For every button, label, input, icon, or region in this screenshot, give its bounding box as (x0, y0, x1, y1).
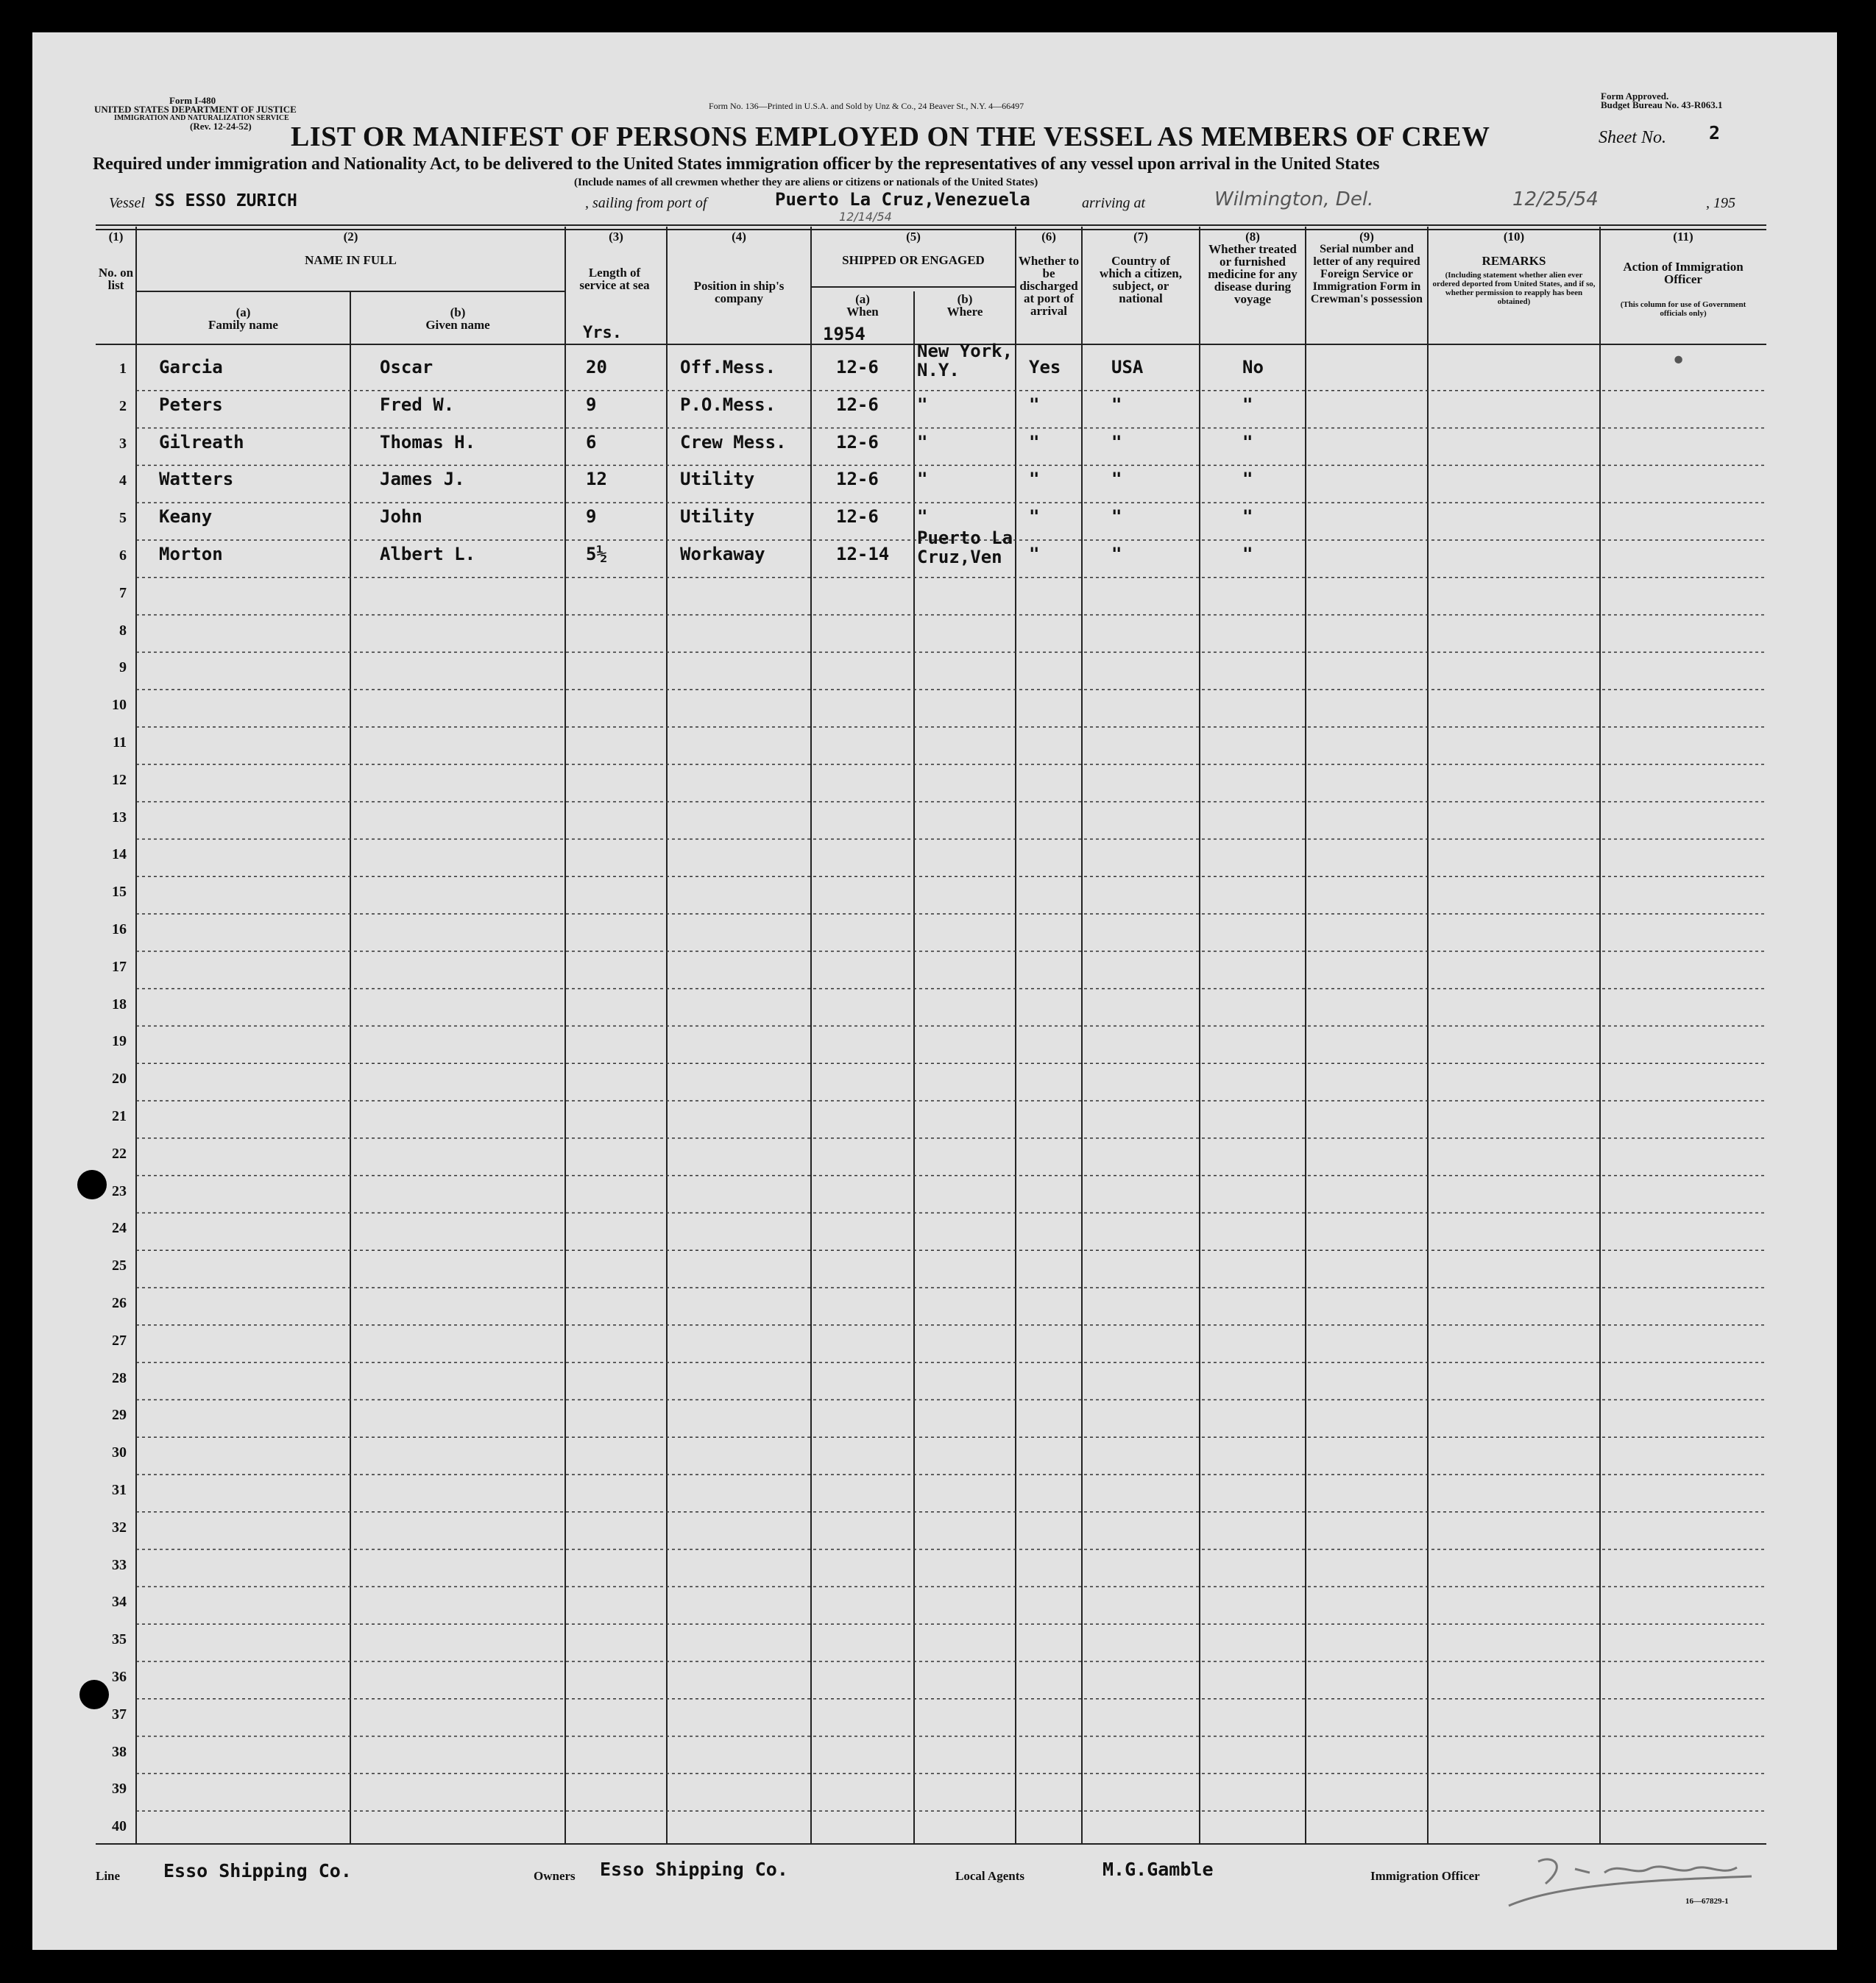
cell-family-name: Keany (159, 506, 213, 528)
cell-discharge: " (1029, 469, 1040, 490)
cell-given-name: Thomas H. (380, 431, 476, 453)
cell-medicine: " (1242, 469, 1253, 490)
port-of-departure: Puerto La Cruz,Venezuela (775, 189, 1030, 210)
cell-medicine: " (1242, 506, 1253, 528)
row-number: 37 (112, 1706, 127, 1723)
line-value: Esso Shipping Co. (163, 1860, 352, 1881)
cell-shipped-where: " (917, 506, 928, 528)
cell-years-at-sea: 9 (586, 506, 597, 528)
row-number: 36 (112, 1669, 127, 1685)
col5-year: 1954 (823, 324, 866, 344)
cell-shipped-when: 12-6 (836, 394, 879, 415)
cell-position: P.O.Mess. (680, 394, 776, 415)
arriving-date: 12/25/54 (1512, 188, 1599, 210)
cell-discharge: " (1029, 431, 1040, 453)
row-number: 21 (112, 1108, 127, 1124)
row-number: 40 (112, 1818, 127, 1835)
cell-family-name: Peters (159, 394, 223, 415)
cell-family-name: Garcia (159, 357, 223, 377)
col2b-label: (b) Given name (425, 305, 490, 332)
row-number: 23 (112, 1182, 127, 1199)
row-number: 11 (113, 734, 127, 751)
cell-shipped-when: 12-14 (836, 544, 890, 564)
vessel-name: SS ESSO ZURICH (155, 191, 297, 210)
row-number: 5 (119, 510, 127, 527)
cell-shipped-when: 12-6 (836, 431, 879, 453)
row-number: 12 (112, 771, 127, 788)
cell-shipped-where: New York, N.Y. (917, 341, 1013, 380)
row-number: 27 (112, 1332, 127, 1349)
cell-given-name: Fred W. (380, 394, 455, 415)
row-number: 33 (112, 1556, 127, 1573)
col10-label: REMARKS (1482, 254, 1546, 268)
vessel-label: Vessel (109, 195, 145, 211)
printer-line: Form No. 136—Printed in U.S.A. and Sold by Unz & Co., 24 Beaver St., N.Y. 4—66497 (709, 101, 1024, 111)
officer-label: Immigration Officer (1370, 1869, 1480, 1883)
row-number: 32 (112, 1519, 127, 1536)
col5-label: SHIPPED OR ENGAGED (842, 253, 985, 267)
col1-num: (1) (108, 230, 124, 244)
col5-num: (5) (906, 230, 921, 244)
cell-years-at-sea: 6 (586, 431, 597, 453)
row-number: 39 (112, 1781, 127, 1798)
cell-shipped-where: " (917, 394, 928, 415)
page-title: LIST OR MANIFEST OF PERSONS EMPLOYED ON THE VESSEL AS MEMBERS OF CREW (291, 121, 1490, 152)
crew-note: (Include names of all crewmen whether they are aliens or citizens or nationals of the United States) (574, 177, 1038, 188)
cell-medicine: " (1242, 544, 1253, 564)
cell-medicine: No (1242, 357, 1264, 377)
cell-years-at-sea: 12 (586, 469, 607, 490)
cell-country: " (1111, 394, 1122, 415)
row-number: 28 (112, 1369, 127, 1386)
row-number: 31 (112, 1482, 127, 1498)
col6-num: (6) (1041, 230, 1056, 244)
line-label: Line (96, 1869, 121, 1883)
row-number: 30 (112, 1444, 127, 1461)
row-number: 14 (112, 846, 127, 863)
row-number: 2 (119, 397, 127, 414)
cell-discharge: Yes (1029, 357, 1061, 377)
row-number: 4 (119, 472, 127, 489)
form-number: Form I-480 (169, 95, 216, 106)
col4-num: (4) (732, 230, 746, 244)
cell-country: USA (1111, 357, 1144, 377)
col1-label: No. on list (98, 266, 134, 292)
owners-label: Owners (534, 1869, 576, 1883)
col8-num: (8) (1245, 230, 1260, 244)
col10-sub: (Including statement whether alien ever ordered deported from United States, and if so, whether permission to reapply has been obtained) (1432, 271, 1596, 306)
cell-given-name: John (380, 506, 422, 528)
cell-discharge: " (1029, 394, 1040, 415)
cell-shipped-when: 12-6 (836, 469, 879, 490)
row-number: 6 (119, 547, 127, 564)
row-number: 26 (112, 1295, 127, 1311)
cell-medicine: " (1242, 431, 1253, 453)
year-label: , 195 (1706, 195, 1735, 211)
sailing-label: , sailing from port of (585, 195, 707, 211)
footer-code: 16—67829-1 (1685, 1897, 1729, 1906)
row-number: 15 (112, 884, 127, 901)
col2-label: NAME IN FULL (305, 253, 397, 267)
col9-num: (9) (1359, 230, 1374, 244)
agents-value: M.G.Gamble (1102, 1859, 1214, 1880)
cell-position: Workaway (680, 544, 765, 564)
row-number: 17 (112, 958, 127, 975)
cell-shipped-where: Puerto La Cruz,Ven (917, 528, 1013, 567)
row-number: 1 (119, 361, 127, 377)
cell-shipped-where: " (917, 431, 928, 453)
cell-country: " (1111, 469, 1122, 490)
cell-country: " (1111, 544, 1122, 564)
agents-label: Local Agents (955, 1869, 1024, 1883)
col6-label: Whether to be discharged at port of arrival (1018, 254, 1080, 318)
arriving-port: Wilmington, Del. (1214, 188, 1374, 210)
cell-family-name: Gilreath (159, 431, 244, 453)
col7-num: (7) (1133, 230, 1148, 244)
cell-years-at-sea: 5½ (586, 544, 607, 564)
row-number: 8 (119, 622, 127, 639)
cell-given-name: Albert L. (380, 544, 476, 564)
department: UNITED STATES DEPARTMENT OF JUSTICE (94, 104, 297, 115)
cell-position: Utility (680, 506, 755, 528)
arriving-label: arriving at (1082, 195, 1146, 211)
cell-years-at-sea: 20 (586, 357, 607, 377)
row-number: 16 (112, 921, 127, 937)
col3-num: (3) (609, 230, 623, 244)
col9-label: Serial number and letter of any required Foreign Service or Immigration Form in Crewman's possession (1310, 243, 1423, 305)
cell-country: " (1111, 431, 1122, 453)
sheet-number: 2 (1709, 122, 1721, 143)
subtitle: Required under immigration and Nationality Act, to be delivered to the United States immigration officer by the representatives of any vessel upon arrival in the United States (93, 155, 1380, 174)
sheet-label: Sheet No. (1599, 128, 1666, 147)
col3-label: Length of service at sea (579, 266, 650, 292)
row-number: 10 (112, 697, 127, 714)
cell-discharge: " (1029, 506, 1040, 528)
row-number: 18 (112, 996, 127, 1012)
row-number: 19 (112, 1033, 127, 1050)
row-number: 34 (112, 1594, 127, 1611)
col10-num: (10) (1503, 230, 1525, 244)
row-number: 22 (112, 1145, 127, 1162)
cell-country: " (1111, 506, 1122, 528)
revision: (Rev. 12-24-52) (190, 121, 252, 132)
cell-family-name: Watters (159, 469, 234, 490)
cell-medicine: " (1242, 394, 1253, 415)
row-number: 9 (119, 659, 127, 676)
col11-label: Action of Immigration Officer (1623, 260, 1744, 286)
cell-years-at-sea: 9 (586, 394, 597, 415)
row-number: 25 (112, 1257, 127, 1274)
cell-shipped-when: 12-6 (836, 357, 879, 377)
col5b-label: (b) Where (946, 292, 983, 319)
cell-shipped-when: 12-6 (836, 506, 879, 528)
col3-unit: Yrs. (583, 324, 622, 342)
col2a-label: (a) Family name (208, 305, 278, 332)
col11-sub: (This column for use of Government officials only) (1620, 300, 1746, 318)
cell-position: Off.Mess. (680, 357, 776, 377)
owners-value: Esso Shipping Co. (600, 1859, 788, 1880)
col11-num: (11) (1673, 230, 1693, 244)
row-number: 29 (112, 1407, 127, 1424)
col5a-label: (a) When (846, 292, 879, 319)
col7-label: Country of which a citizen, subject, or national (1100, 254, 1182, 305)
cell-given-name: James J. (380, 469, 465, 490)
row-number: 3 (119, 435, 127, 452)
officer-signature (1494, 1840, 1774, 1913)
port-date-note: 12/14/54 (839, 210, 892, 224)
col8-label: Whether treated or furnished medicine for any disease during voyage (1208, 242, 1298, 306)
row-number: 38 (112, 1743, 127, 1760)
cell-family-name: Morton (159, 544, 223, 564)
cell-position: Crew Mess. (680, 431, 787, 453)
row-number: 7 (119, 584, 127, 601)
row-number: 20 (112, 1071, 127, 1088)
cell-position: Utility (680, 469, 755, 490)
cell-shipped-where: " (917, 469, 928, 490)
row-number: 24 (112, 1220, 127, 1237)
form-approved: Form Approved. (1601, 91, 1669, 102)
budget-number: Budget Bureau No. 43-R063.1 (1601, 99, 1723, 110)
cell-discharge: " (1029, 544, 1040, 564)
officer-mark: • (1671, 346, 1687, 376)
row-number: 13 (112, 809, 127, 826)
col2-num: (2) (343, 230, 358, 244)
col4-label: Position in ship's company (693, 279, 785, 305)
service: IMMIGRATION AND NATURALIZATION SERVICE (114, 114, 289, 122)
cell-given-name: Oscar (380, 357, 433, 377)
row-number: 35 (112, 1631, 127, 1648)
